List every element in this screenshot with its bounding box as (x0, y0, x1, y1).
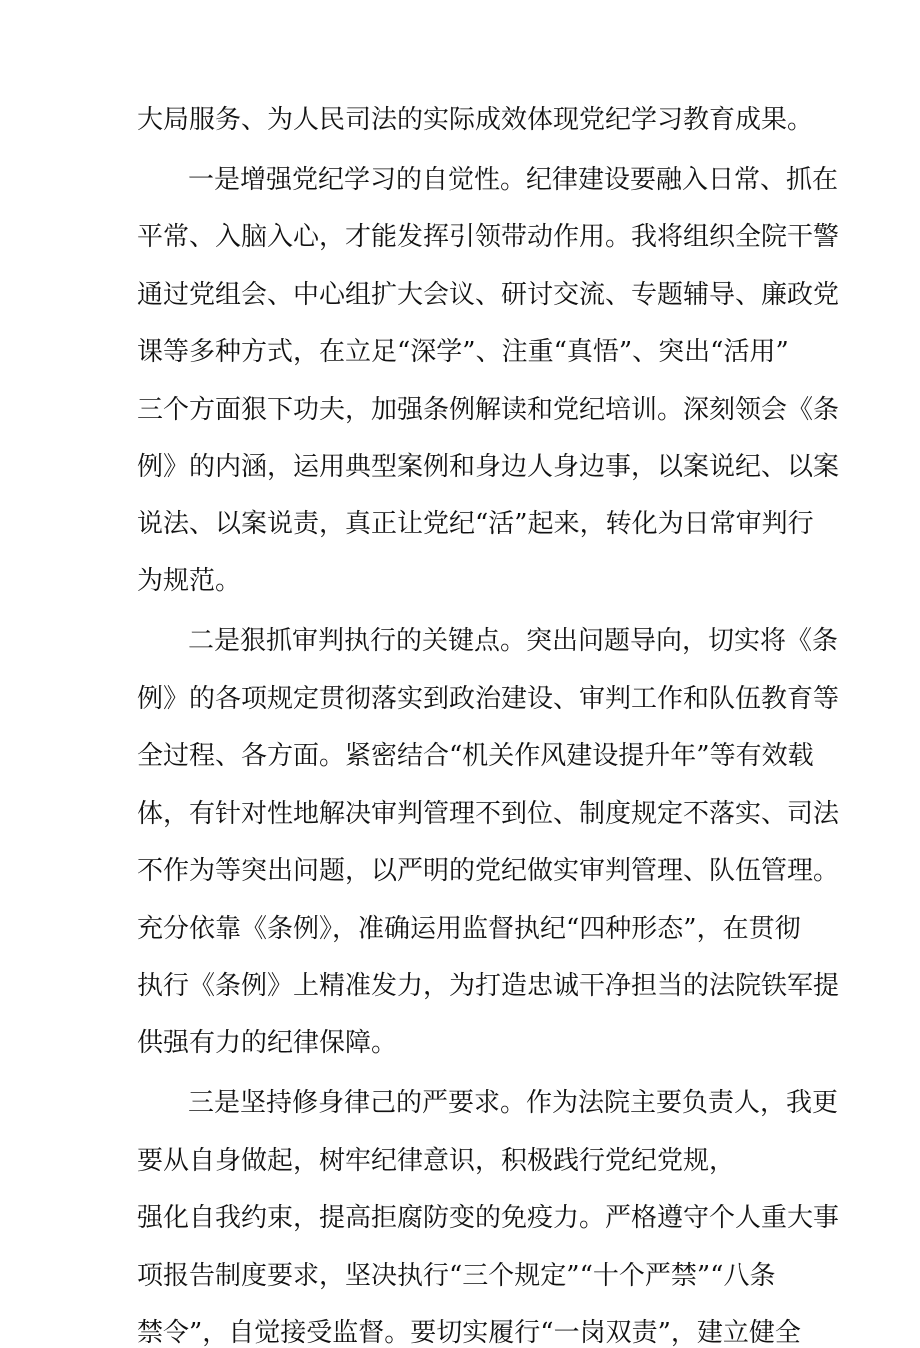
text-line: 执行《条例》上精准发力，为打造忠诚干净担当的法院铁军提 (137, 971, 840, 1001)
text-line: 要从自身做起，树牢纪律意识，积极践行党纪党规， (137, 1146, 736, 1176)
paragraph-2-first-line: 二是狠抓审判执行的关键点。突出问题导向，切实将《条 (188, 626, 839, 656)
paragraph-1-first-line: 一是增强党纪学习的自觉性。纪律建设要融入日常、抓在 (188, 165, 839, 195)
text-line: 强化自我约束，提高拒腐防变的免疫力。严格遵守个人重大事 (137, 1203, 840, 1233)
paragraph-3-first-line: 三是坚持修身律己的严要求。作为法院主要负责人，我更 (188, 1088, 839, 1118)
text-line: 例》的内涵，运用典型案例和身边人身边事，以案说纪、以案 (137, 452, 840, 482)
text-line: 三个方面狠下功夫，加强条例解读和党纪培训。深刻领会《条 (137, 395, 840, 425)
text-line: 全过程、各方面。紧密结合“机关作风建设提升年”等有效载 (137, 741, 814, 771)
text-line: 体，有针对性地解决审判管理不到位、制度规定不落实、司法 (137, 799, 840, 829)
text-line: 课等多种方式，在立足“深学”、注重“真悟”、突出“活用” (137, 337, 789, 367)
text-line: 充分依靠《条例》，准确运用监督执纪“四种形态”，在贯彻 (137, 914, 801, 944)
text-line: 供强有力的纪律保障。 (137, 1028, 398, 1058)
text-line: 禁令”，自觉接受监督。要切实履行“一岗双责”，建立健全 (137, 1318, 801, 1348)
text-line: 不作为等突出问题，以严明的党纪做实审判管理、队伍管理。 (137, 856, 840, 886)
text-line: 大局服务、为人民司法的实际成效体现党纪学习教育成果。 (137, 105, 814, 135)
text-line: 为规范。 (137, 566, 242, 596)
text-line: 通过党组会、中心组扩大会议、研讨交流、专题辅导、廉政党 (137, 280, 840, 310)
text-line: 平常、入脑入心，才能发挥引领带动作用。我将组织全院干警 (137, 222, 840, 252)
text-line: 项报告制度要求，坚决执行“三个规定”“十个严禁”“八条 (137, 1261, 776, 1291)
text-line: 例》的各项规定贯彻落实到政治建设、审判工作和队伍教育等 (137, 684, 840, 714)
text-line: 说法、以案说责，真正让党纪“活”起来，转化为日常审判行 (137, 509, 814, 539)
